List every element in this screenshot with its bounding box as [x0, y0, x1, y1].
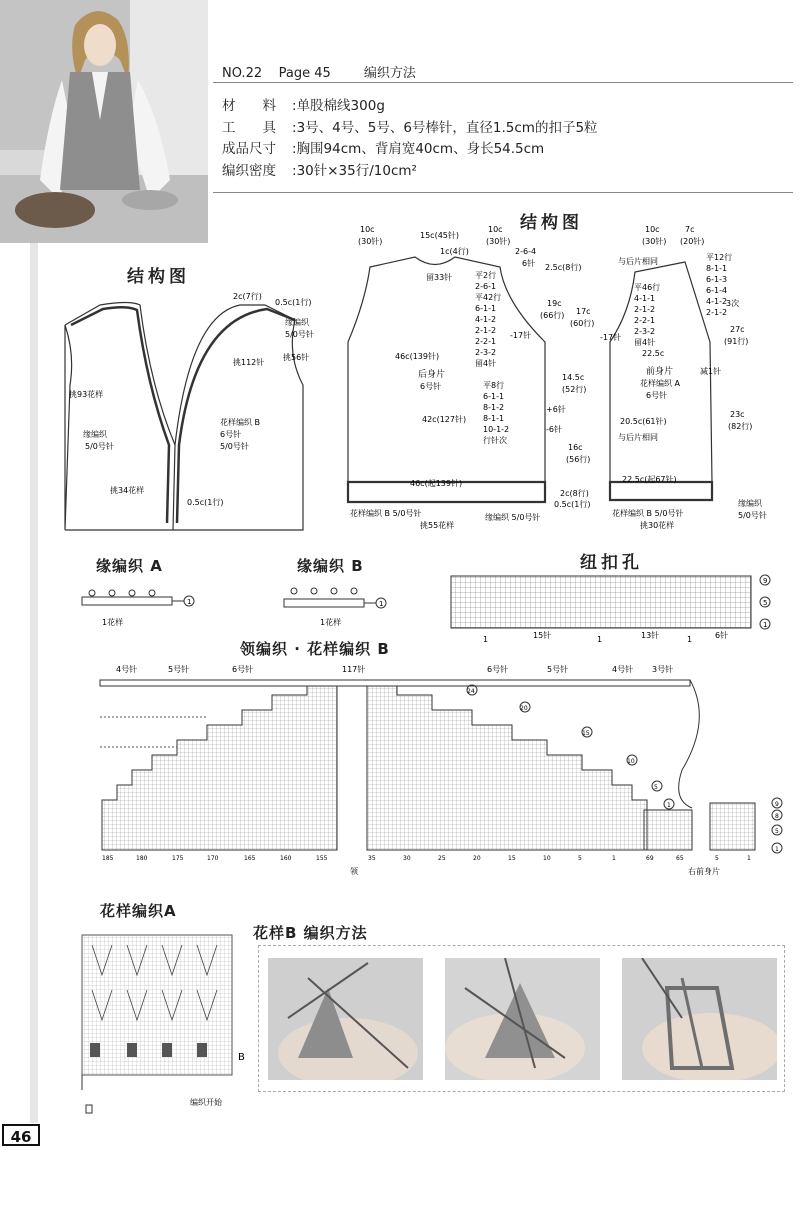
back-lbl: 2-6-1 [475, 282, 497, 291]
collar-col-num: 1 [747, 855, 751, 862]
front-panel-diagram [600, 222, 795, 532]
collar-col-num: 69 [646, 855, 654, 862]
front-lbl: 5/0号针 [738, 511, 767, 520]
collar-col-num: 65 [676, 855, 684, 862]
back-lbl: 8-1-1 [483, 414, 505, 423]
left-diagram-labels [69, 291, 314, 507]
front-lbl: 与后片相同 [618, 433, 658, 442]
back-lbl: (52行) [562, 385, 587, 394]
header-divider-bottom [213, 192, 793, 193]
back-lbl: 15c(45针) [420, 231, 459, 240]
collar-marker: 24 [467, 688, 475, 695]
collar-col-num: 185 [102, 855, 114, 862]
lbl-bottom-row: 0.5c(1行) [187, 498, 224, 507]
pattern-b-step-photo-3 [622, 958, 777, 1080]
lbl-needle-5: 5/0号针 [285, 330, 314, 339]
collar-top-lbl: 4号针 [116, 665, 138, 674]
collar-marker: 10 [627, 758, 635, 765]
back-lbl: 0.5c(1行) [554, 500, 591, 509]
edge-a-chart [78, 585, 208, 630]
front-lbl: 6号针 [646, 391, 668, 400]
front-lbl: 减1针 [700, 367, 722, 376]
page-number: 46 [2, 1124, 40, 1146]
spec-material: 材 料 :单股棉线300g [222, 96, 598, 118]
front-lbl: 4-1-2 [706, 297, 728, 306]
lbl-pattern-b: 花样编织 B [220, 418, 261, 427]
back-lbl: 4-1-2 [475, 315, 497, 324]
back-lbl: 6-1-1 [475, 304, 497, 313]
back-lbl: 2-1-2 [475, 326, 497, 335]
front-lbl: 平12行 [706, 253, 733, 262]
lbl-needle-5-2: 5/0号针 [85, 442, 114, 451]
collar-col-num: 160 [280, 855, 292, 862]
back-lbl: 2.5c(8行) [545, 263, 582, 272]
spec-label: 工 具 [222, 119, 276, 136]
front-lbl: 2-3-2 [634, 327, 656, 336]
front-lbl: 22.5c [642, 349, 665, 358]
collar-right-row: 8 [775, 813, 779, 820]
front-lbl: 前身片 [646, 367, 674, 377]
edge-a-title: 缘编织 A [96, 557, 163, 575]
back-lbl: 17c [576, 307, 591, 316]
back-lbl: 6-1-1 [483, 392, 505, 401]
collar-top-lbl: 3号针 [652, 665, 674, 674]
bh-count: 13针 [641, 631, 660, 640]
back-lbl: 6针 [522, 259, 536, 268]
collar-col-num: 5 [578, 855, 582, 862]
front-lbl: (82行) [728, 422, 753, 431]
back-lbl: 2-3-2 [475, 348, 497, 357]
front-lbl: 2-1-2 [634, 305, 656, 314]
collar-col-num: 15 [508, 855, 516, 862]
collar-top-lbl: 6号针 [487, 665, 509, 674]
pattern-number-line [222, 62, 416, 81]
back-lbl: (56行) [566, 455, 591, 464]
front-lbl: 27c [730, 325, 745, 334]
edge-a-repeat: 1花样 [102, 618, 124, 627]
front-lbl: (20针) [680, 237, 705, 246]
collar-col-num: 35 [368, 855, 376, 862]
collar-top-lbl: 117针 [342, 665, 366, 674]
front-lbl: 留4针 [634, 338, 656, 347]
bh-row-1: 1 [763, 621, 768, 629]
front-lbl: 23c [730, 410, 745, 419]
back-lbl: 后身片 [418, 370, 446, 380]
bh-row-9: 9 [763, 577, 768, 585]
lbl-shoulder-rows: 2c(7行) [233, 292, 262, 301]
vest-front-diagram [55, 285, 315, 540]
front-lbl: 2-1-2 [706, 308, 728, 317]
back-lbl: 14.5c [562, 373, 585, 382]
back-lbl: 42c(127针) [422, 415, 467, 424]
collar-col-num: 165 [244, 855, 256, 862]
front-lbl: 10c [645, 225, 660, 234]
collar-top-lbl: 4号针 [612, 665, 634, 674]
back-lbl: 留33针 [426, 273, 453, 282]
collar-right-row: 9 [775, 801, 779, 808]
edge-b-repeat: 1花样 [320, 618, 342, 627]
method-title: 编织方法 [363, 66, 416, 81]
spec-tools: 工 具 :3号、4号、5号、6号棒针，直径1.5cm的扣子5粒 [222, 118, 598, 140]
pattern-a-chart [72, 925, 252, 1125]
front-lbl: 缘编织 [738, 499, 762, 508]
back-lbl: +6针 [546, 405, 566, 414]
collar-top-lbl: 5号针 [547, 665, 569, 674]
front-lbl: 4-1-1 [634, 294, 656, 303]
spec-value: 30针×35行/10cm² [296, 162, 417, 179]
front-lbl: 2-2-1 [634, 316, 656, 325]
collar-col-num: 30 [403, 855, 411, 862]
lbl-edge-row: 0.5c(1行) [275, 298, 312, 307]
spec-gauge: 编织密度 :30针×35行/10cm² [222, 161, 598, 183]
spec-label: 成品尺寸 [222, 141, 276, 157]
header-divider-top [213, 82, 793, 83]
pattern-b-title: 花样B 编织方法 [253, 924, 368, 942]
back-lbl: (60行) [570, 319, 595, 328]
back-lbl: 10c [360, 225, 375, 234]
back-lbl: 平8行 [483, 381, 505, 390]
edge-a-stitch-symbols [89, 590, 155, 596]
structure-title-left: 结构图 [127, 267, 190, 287]
spec-label: 编织密度 [222, 162, 276, 179]
back-panel-diagram [340, 222, 600, 532]
lbl-pick-93: 挑93花样 [69, 390, 104, 399]
page-reference: Page 45 [278, 66, 331, 81]
structure-title-right: 结构图 [520, 213, 583, 233]
back-lbl: 1c(4行) [440, 247, 469, 256]
buttonhole-chart [445, 572, 785, 647]
spec-label: 材 料 [222, 98, 276, 114]
collar-col-num: 1 [612, 855, 616, 862]
front-lbl: 6-1-4 [706, 286, 728, 295]
collar-col-num: 155 [316, 855, 328, 862]
pattern-a-title: 花样编织A [100, 902, 177, 920]
collar-top-lbl: 5号针 [168, 665, 190, 674]
back-lbl: -17针 [510, 331, 532, 340]
front-lbl: (30针) [642, 237, 667, 246]
back-lbl: 8-1-2 [483, 403, 505, 412]
front-piece-label: 右前身片 [688, 867, 720, 876]
spec-value: 3号、4号、5号、6号棒针，直径1.5cm的扣子5粒 [296, 119, 598, 136]
collar-col-num: 175 [172, 855, 184, 862]
front-lbl: 22.5c(起67针) [622, 475, 677, 484]
back-lbl: 挑55花样 [420, 521, 455, 530]
collar-right-row: 5 [775, 828, 779, 835]
collar-col-num: 10 [543, 855, 551, 862]
front-lbl: 7c [685, 225, 695, 234]
collar-marker: 1 [667, 802, 671, 809]
collar-top-lbl: 6号针 [232, 665, 254, 674]
back-lbl: 16c [568, 443, 583, 452]
front-lbl: -17针 [600, 333, 622, 342]
back-lbl: 2-2-1 [475, 337, 497, 346]
front-lbl: 平46行 [634, 283, 661, 292]
left-margin-bar [30, 243, 38, 1123]
lbl-pick-56: 挑56针 [283, 353, 310, 362]
lbl-pick-34: 挑34花样 [110, 486, 145, 495]
collar-col-num: 170 [207, 855, 219, 862]
back-lbl: 花样编织 B 5/0号针 [350, 509, 422, 518]
spec-size: 成品尺寸 :胸围94cm、背肩宽40cm、身长54.5cm [222, 139, 598, 161]
collar-col-num: 20 [473, 855, 481, 862]
back-lbl: (66行) [540, 311, 565, 320]
back-lbl: 6号针 [420, 382, 442, 391]
front-lbl: 花样编织 B 5/0号针 [612, 509, 684, 518]
back-lbl: 2-6-4 [515, 247, 537, 256]
back-lbl: 46c(起139针) [410, 479, 463, 488]
back-lbl: 10c [488, 225, 503, 234]
pattern-b-step-photo-2 [445, 958, 600, 1080]
front-lbl: 3次 [726, 299, 740, 308]
pattern-number: NO.22 [222, 66, 263, 81]
spec-value: 单股棉线300g [296, 98, 385, 114]
front-lbl: 花样编织 A [640, 379, 681, 388]
edge-a-row-num: 1 [187, 598, 192, 606]
back-lbl: 10-1-2 [483, 425, 510, 434]
front-lbl: 20.5c(61针) [620, 417, 667, 426]
back-lbl: 缘编织 5/0号针 [485, 513, 541, 522]
collar-label: 领 [350, 867, 358, 876]
front-labels [600, 225, 767, 530]
front-lbl: 与后片相同 [618, 257, 658, 266]
back-lbl: 46c(139针) [395, 352, 440, 361]
front-lbl: (91行) [724, 337, 749, 346]
lbl-pick-112: 挑112针 [233, 358, 265, 367]
collar-marker: 15 [582, 730, 590, 737]
spec-list [222, 96, 598, 182]
pattern-a-b-label: B [238, 1052, 245, 1063]
bh-count: 1 [597, 635, 603, 644]
collar-col-num: 180 [136, 855, 148, 862]
front-lbl: 8-1-1 [706, 264, 728, 273]
pattern-b-step-photo-1 [268, 958, 423, 1080]
lbl-edge-knit: 缘编织 [285, 318, 309, 327]
edge-b-title: 缘编织 B [297, 557, 364, 575]
collar-col-num: 5 [715, 855, 719, 862]
back-lbl: -6针 [546, 425, 562, 434]
bh-count: 1 [687, 635, 693, 644]
edge-b-row-num: 1 [379, 600, 384, 608]
bh-count: 6针 [715, 631, 729, 640]
bh-count: 15针 [533, 631, 552, 640]
back-lbl: 平2行 [475, 271, 497, 280]
back-lbl: 19c [547, 299, 562, 308]
front-lbl: 挑30花样 [640, 521, 675, 530]
back-lbl: 平42行 [475, 293, 502, 302]
model-photo [0, 0, 208, 243]
collar-title: 领编织 · 花样编织 B [240, 640, 390, 658]
edge-b-chart [280, 585, 410, 630]
bh-row-5: 5 [763, 599, 768, 607]
lbl-edge-knit-2: 缘编织 [83, 430, 107, 439]
lbl-needle-6: 6号针 [220, 430, 242, 439]
pattern-a-start: 编织开始 [190, 1098, 222, 1107]
collar-right-row: 1 [775, 846, 779, 853]
bh-count: 1 [483, 635, 489, 644]
back-lbl: (30针) [486, 237, 511, 246]
back-lbl: 留4针 [475, 359, 497, 368]
front-lbl: 6-1-3 [706, 275, 728, 284]
collar-col-num: 25 [438, 855, 446, 862]
back-lbl: 行针次 [483, 436, 507, 445]
collar-marker: 20 [520, 705, 528, 712]
buttonhole-title: 纽扣孔 [580, 553, 643, 573]
back-labels [350, 225, 594, 530]
collar-chart [92, 660, 792, 880]
back-lbl: (30针) [358, 237, 383, 246]
collar-marker: 5 [654, 784, 658, 791]
lbl-needle-5-3: 5/0号针 [220, 442, 249, 451]
spec-value: 胸围94cm、背肩宽40cm、身长54.5cm [296, 141, 545, 157]
back-lbl: 2c(8行) [560, 489, 589, 498]
